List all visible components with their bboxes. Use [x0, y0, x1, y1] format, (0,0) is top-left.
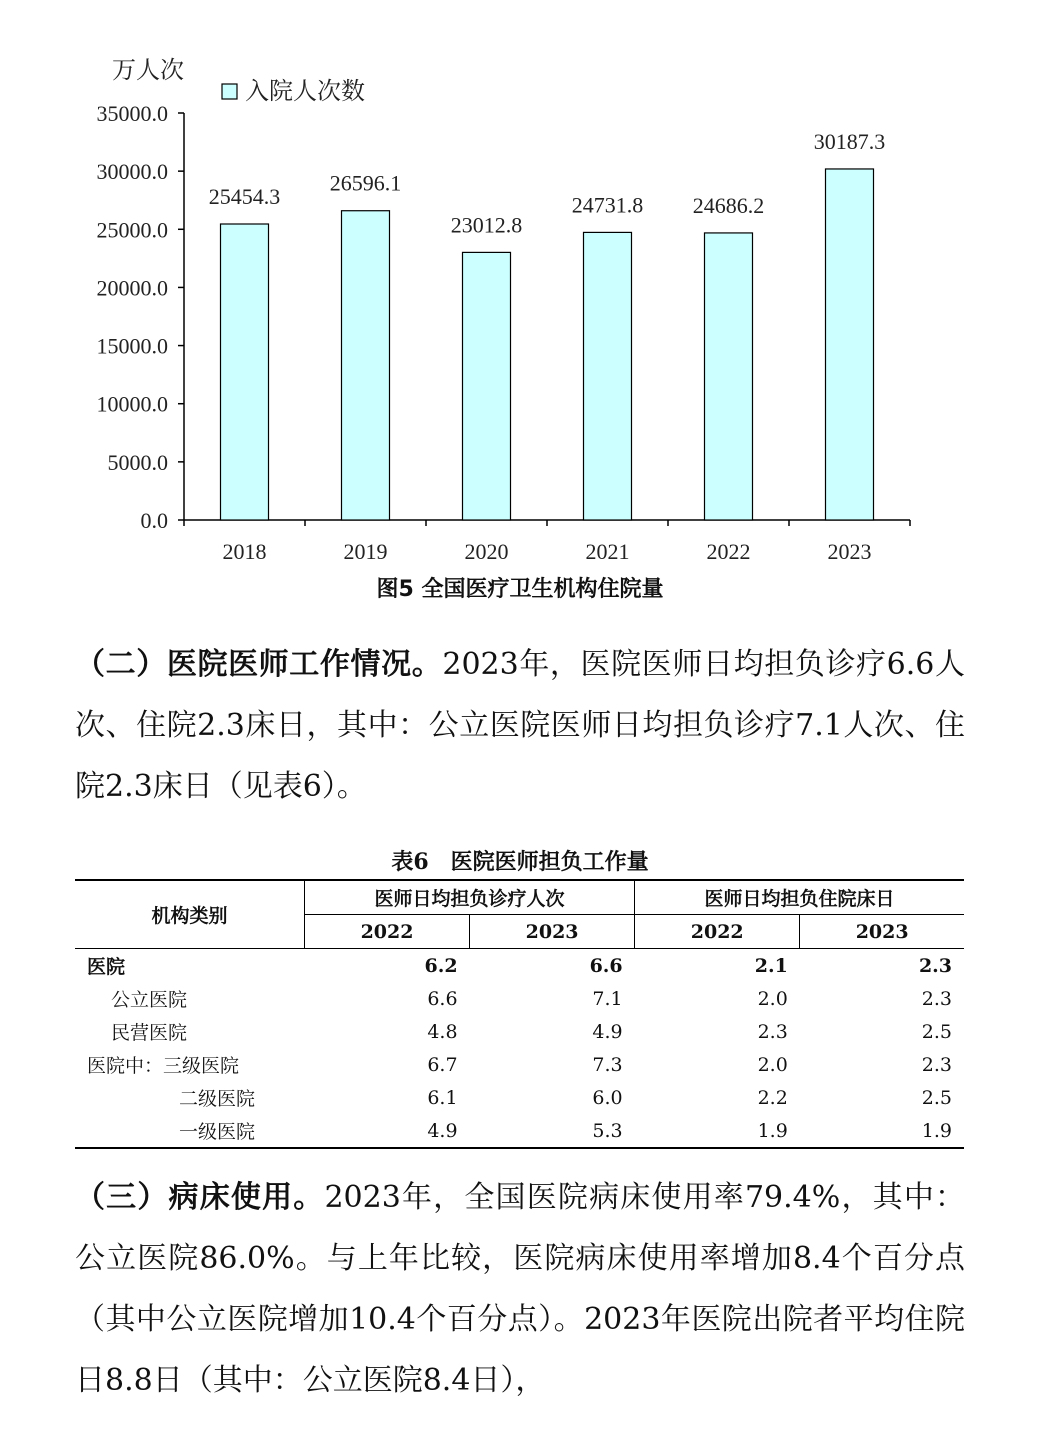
cell-value: 6.7: [427, 1053, 458, 1076]
cell-value: 2.0: [757, 987, 788, 1010]
cell-value: 6.1: [427, 1086, 458, 1109]
bar: [221, 224, 269, 520]
section3-paragraph: [75, 1167, 965, 1411]
y-axis-unit-label: 万人次: [112, 58, 184, 84]
data-labels: [209, 129, 886, 237]
cell-value: 6.6: [589, 954, 623, 977]
year-header: 2023: [470, 915, 635, 949]
year-header: 2022: [635, 915, 800, 949]
table-row: [75, 1015, 964, 1048]
table-row: [75, 949, 964, 983]
y-tick-label: 10000.0: [96, 391, 168, 417]
cell-value: 7.3: [592, 1053, 623, 1076]
cell-value: 2.2: [757, 1086, 788, 1109]
table-row: [75, 1048, 964, 1081]
inpatient-bar-chart: [0, 0, 1040, 572]
bars: [221, 169, 874, 520]
year-header: 2022: [305, 915, 470, 949]
y-tick-label: 5000.0: [107, 449, 168, 475]
data-label: 24731.8: [571, 192, 644, 218]
table6-title: 表6 医院医师担负工作量: [391, 849, 649, 875]
table-row: [75, 982, 964, 1015]
y-tick-label: 30000.0: [96, 159, 168, 185]
cell-value: 2.0: [757, 1053, 788, 1076]
section3-body: 2023年，全国医院病床使用率79.4%，其中：公立医院86.0%。与上年比较，医院病床使用率增加8.4个百分点（其中公立医院增加10.4个百分点）。2023年医院出院者平均住院日8.8日（其中：公立医院8.4日），: [75, 1180, 965, 1398]
section2-body: 2023年，医院医师日均担负诊疗6.6人次、住院2.3床日，其中：公立医院医师日均担负诊疗7.1人次、住院2.3床日（见表6）。: [75, 647, 965, 804]
data-label: 25454.3: [208, 184, 281, 210]
cell-value: 2.3: [921, 987, 952, 1010]
cell-value: 2.5: [921, 1086, 952, 1109]
cell-value: 5.3: [470, 1114, 635, 1148]
cell-value: 2.5: [921, 1020, 952, 1043]
table-row: [75, 1081, 964, 1114]
row-label: 医院中：三级医院: [87, 1055, 240, 1077]
x-tick-label: 2022: [706, 539, 751, 564]
section2-heading: （二）医院医师工作情况。: [75, 647, 443, 682]
row-label: 二级医院: [179, 1088, 256, 1110]
cell-value: 2.3: [921, 1053, 952, 1076]
cell-value: 1.9: [635, 1114, 800, 1148]
data-label: 26596.1: [329, 170, 402, 196]
bar: [342, 211, 390, 520]
y-tick-label: 20000.0: [96, 275, 168, 301]
row-label: 民营医院: [111, 1022, 188, 1044]
section2-paragraph: [75, 634, 965, 817]
cell-value: 6.2: [424, 954, 458, 977]
x-tick-label: 2018: [222, 539, 267, 564]
row-label: 公立医院: [111, 989, 188, 1011]
x-tick-label: 2020: [464, 539, 509, 564]
group1-header: 医师日均担负诊疗人次: [305, 880, 635, 915]
row-label: 医院: [87, 956, 126, 978]
cell-value: 2.3: [757, 1020, 788, 1043]
data-label: 30187.3: [813, 128, 886, 154]
table-row: [75, 1114, 964, 1148]
x-tick-label: 2023: [827, 539, 872, 564]
bar: [463, 252, 511, 520]
group2-header: 医师日均担负住院床日: [635, 880, 964, 915]
year-header: 2023: [800, 915, 964, 949]
y-tick-label: 0.0: [140, 508, 168, 533]
data-label: 24686.2: [692, 192, 765, 218]
y-tick-label: 15000.0: [96, 333, 168, 359]
x-tick-label: 2021: [585, 539, 630, 564]
col-category-header: 机构类别: [75, 880, 305, 949]
x-tick-labels: [223, 539, 872, 564]
table6: [75, 879, 964, 1149]
row-label: 一级医院: [75, 1114, 305, 1148]
cell-value: 4.8: [427, 1020, 458, 1043]
data-label: 23012.8: [450, 212, 523, 238]
y-tick-label: 25000.0: [96, 217, 168, 243]
cell-value: 2.1: [754, 954, 788, 977]
cell-value: 2.3: [918, 954, 952, 977]
bar: [705, 233, 753, 520]
bar: [584, 232, 632, 520]
cell-value: 6.6: [427, 987, 458, 1010]
section3-heading: （三）病床使用。: [75, 1180, 325, 1215]
legend-swatch: [222, 84, 237, 99]
y-tick-label: 35000.0: [96, 101, 168, 126]
x-tick-label: 2019: [343, 539, 388, 564]
x-ticks: [184, 520, 910, 526]
figure-caption: 图5 全国医疗卫生机构住院量: [376, 577, 664, 602]
cell-value: 6.0: [592, 1086, 623, 1109]
cell-value: 4.9: [592, 1020, 623, 1043]
cell-value: 7.1: [592, 987, 623, 1010]
bar: [826, 169, 874, 520]
legend-label: 入院人次数: [245, 79, 365, 105]
y-ticks: [97, 101, 185, 533]
cell-value: 4.9: [305, 1114, 470, 1148]
cell-value: 1.9: [800, 1114, 964, 1148]
